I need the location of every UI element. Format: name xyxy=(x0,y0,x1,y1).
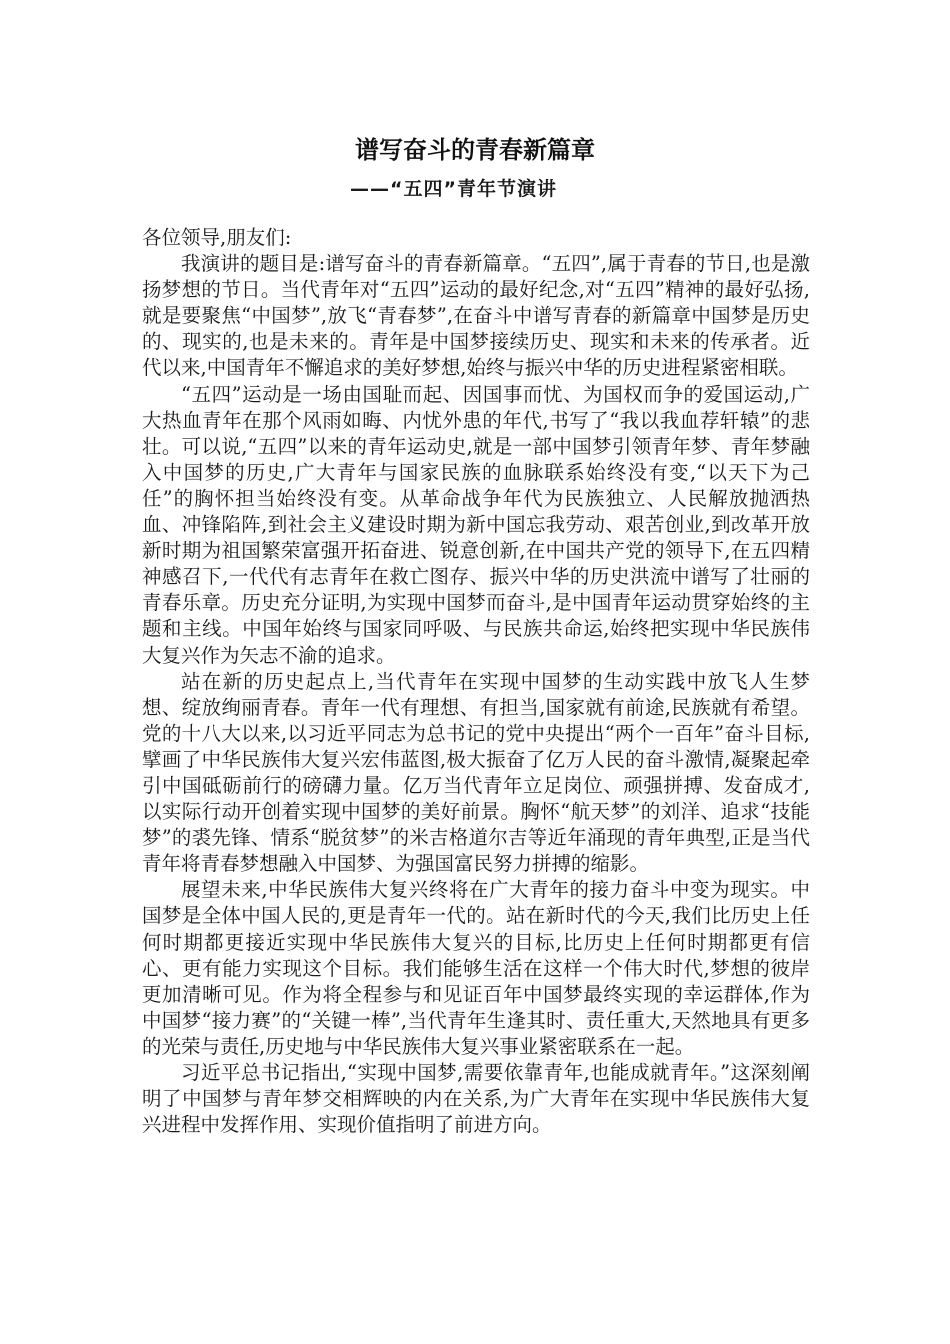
paragraph: 我演讲的题目是:谱写奋斗的青春新篇章。“五四”,属于青春的节日,也是激扬梦想的节日。当代青年对“五四”运动的最好纪念,对“五四”精神的最好弘扬,就是要聚焦“中国梦”,放飞“青春梦”,在奋斗中谱写青春的新篇章中国梦是历史的、现实的,也是未来的。青年是中国梦接续历史、现实和未来的传承者。近代以来,中国青年不懈追求的美好梦想,始终与振兴中华的历史进程紧密相联。 xyxy=(142,252,810,380)
salutation: 各位领导,朋友们: xyxy=(142,226,292,249)
paragraph: 习近平总书记指出,“实现中国梦,需要依靠青年,也能成就青年。”这深刻阐明了中国梦与青年梦交相辉映的内在关系,为广大青年在实现中华民族伟大复兴进程中发挥作用、实现价值指明了前进方向。 xyxy=(142,1061,810,1137)
paragraph: 站在新的历史起点上,当代青年在实现中国梦的生动实践中放飞人生梦想、绽放绚丽青春。青年一代有理想、有担当,国家就有前途,民族就有希望。党的十八大以来,以习近平同志为总书记的党中央提出“两个一百年”奋斗目标,擘画了中华民族伟大复兴宏伟蓝图,极大振奋了亿万人民的奋斗激情,凝聚起牵引中国砥砺前行的磅礴力量。亿万当代青年立足岗位、顽强拼搏、发奋成才,以实际行动开创着实现中国梦的美好前景。胸怀“航天梦”的刘洋、追求“技能梦”的裘先锋、情系“脱贫梦”的米吉格道尔吉等近年涌现的青年典型,正是当代青年将青春梦想融入中国梦、为强国富民努力拼搏的缩影。 xyxy=(142,669,810,876)
speech-body xyxy=(142,225,810,1138)
paragraph: “五四”运动是一场由国耻而起、因国事而忧、为国权而争的爱国运动,广大热血青年在那个风雨如晦、内忧外患的年代,书写了“我以我血荐轩辕”的悲壮。可以说,“五四”以来的青年运动史,就是一部中国梦引领青年梦、青年梦融入中国梦的历史,广大青年与国家民族的血脉联系始终没有变,“以天下为己任”的胸怀担当始终没有变。从革命战争年代为民族独立、人民解放抛洒热血、冲锋陷阵,到社会主义建设时期为新中国忘我劳动、艰苦创业,到改革开放新时期为祖国繁荣富强开拓奋进、锐意创新,在中国共产党的领导下,在五四精神感召下,一代代有志青年在救亡图存、振兴中华的历史洪流中谱写了壮丽的青春乐章。历史充分证明,为实现中国梦而奋斗,是中国青年运动贯穿始终的主题和主线。中国年始终与国家同呼吸、与民族共命运,始终把实现中华民族伟大复兴作为矢志不渝的追求。 xyxy=(142,382,810,667)
page-subtitle: ——“五四”青年节演讲 xyxy=(350,178,557,200)
paragraph: 展望未来,中华民族伟大复兴终将在广大青年的接力奋斗中变为现实。中国梦是全体中国人民的,更是青年一代的。站在新时代的今天,我们比历史上任何时期都更接近实现中华民族伟大复兴的目标,比历史上任何时期都更有信心、更有能力实现这个目标。我们能够生活在这样一个伟大时代,梦想的彼岸更加清晰可见。作为将全程参与和见证百年中国梦最终实现的幸运群体,作为中国梦“接力赛”的“关键一棒”,当代青年生逢其时、责任重大,天然地具有更多的光荣与责任,历史地与中华民族伟大复兴事业紧密联系在一起。 xyxy=(142,878,810,1058)
page-title: 谱写奋斗的青春新篇章 xyxy=(355,136,595,164)
